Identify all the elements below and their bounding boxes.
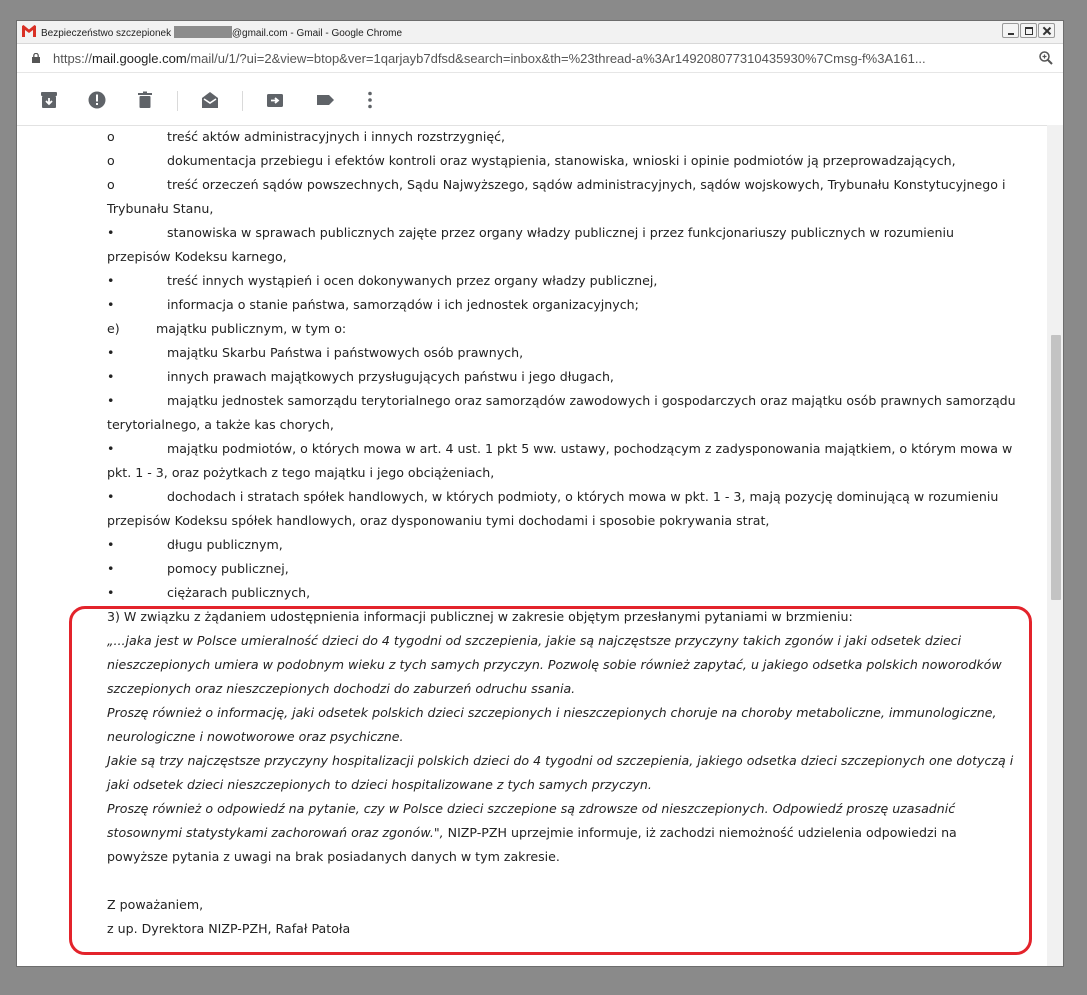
message-line: [107, 921, 350, 936]
move-to-button[interactable]: [265, 90, 285, 110]
list-marker: •: [107, 369, 115, 384]
message-body: [17, 125, 1047, 966]
line-text: pomocy publicznej,: [167, 561, 289, 576]
message-line: [107, 417, 334, 432]
line-text: majątku Skarbu Państwa i państwowych osób prawnych,: [167, 345, 524, 360]
list-marker: •: [107, 537, 115, 552]
delete-button[interactable]: [135, 90, 155, 110]
list-marker: •: [107, 393, 115, 408]
toolbar-separator: [242, 91, 243, 111]
message-line: [107, 153, 956, 168]
line-text: informacja o stanie państwa, samorządów i ich jednostek organizacyjnych;: [167, 297, 639, 312]
list-marker: o: [107, 129, 115, 144]
message-line: [107, 633, 961, 648]
report-spam-icon: [87, 90, 107, 110]
line-text: treść innych wystąpień i ocen dokonywanych przez organy władzy publicznej,: [167, 273, 658, 288]
title-bar: [17, 21, 1063, 44]
url-path: /mail/u/1/?ui=2&view=btop&ver=1qarjayb7dfsd&search=inbox&th=%23thread-a%3Ar1492080773104359​30%7Cmsg-f%3A161...: [186, 51, 926, 66]
line-text: przepisów Kodeksu spółek handlowych, oraz dysponowaniu tymi dochodami i sposobie pokrywania strat,: [107, 513, 770, 528]
line-text: 3) W związku z żądaniem udostępnienia informacji publicznej w zakresie objętym przesłanymi pytaniami w brzmieniu:: [107, 609, 853, 624]
line-text: NIZP-PZH uprzejmie informuje, iż zachodzi niemożność udzielenia odpowiedzi na: [443, 825, 957, 840]
message-line: [107, 753, 1013, 768]
message-line: [107, 177, 1005, 192]
message-line: [107, 273, 657, 288]
line-text: innych prawach majątkowych przysługujących państwu i jego długach,: [167, 369, 614, 384]
line-text: Z poważaniem,: [107, 897, 204, 912]
message-line: [107, 657, 1002, 672]
message-line: [107, 249, 287, 264]
url-scheme: https://: [53, 51, 93, 66]
message-line: [107, 321, 346, 336]
title-prefix: Bezpieczeństwo szczepionek: [41, 28, 172, 39]
line-text: dokumentacja przebiegu i efektów kontroli oraz wystąpienia, stanowiska, wnioski i opinie podmiotów ją przeprowadzających,: [167, 153, 956, 168]
quoted-question-text: szczepionych oraz nieszczepionych dochodzi do zaburzeń odruchu ssania.: [107, 681, 576, 696]
minimize-button[interactable]: [1002, 23, 1019, 38]
trash-icon: [135, 90, 155, 110]
message-line: [107, 465, 494, 480]
line-text: Trybunału Stanu,: [107, 201, 214, 216]
label-icon: [315, 90, 335, 110]
message-line: [107, 129, 505, 144]
message-line: [107, 705, 997, 720]
scrollbar-thumb[interactable]: [1051, 335, 1061, 600]
title-suffix: @gmail.com - Gmail - Google Chrome: [231, 28, 403, 39]
zoom-icon[interactable]: [1038, 50, 1054, 66]
list-marker: •: [107, 297, 115, 312]
list-marker: o: [107, 153, 115, 168]
message-line: [107, 489, 998, 504]
gmail-icon: [22, 25, 36, 37]
redacted-email: [174, 26, 232, 38]
url-text[interactable]: [53, 51, 926, 66]
line-text: majątku podmiotów, o których mowa w art. 4 ust. 1 pkt 5 ww. ustawy, pochodzącym z zadysponowania majątkiem, o którym mowa w: [167, 441, 1013, 456]
more-vert-icon: [360, 90, 380, 110]
line-text: stanowiska w sprawach publicznych zajęte przez organy władzy publicznej i przez funkcjonariuszy publicznych w rozumieniu: [167, 225, 954, 240]
label-button[interactable]: [315, 90, 335, 110]
message-line: [107, 561, 289, 576]
line-text: majątku jednostek samorządu terytorialnego oraz samorządów zawodowych i gospodarczych oraz majątku osób prawnych samorządu: [167, 393, 1016, 408]
message-line: [107, 801, 955, 816]
quoted-question-text: jaki odsetek dzieci nieszczepionych to dzieci hospitalizowane z tych samych przyczyn.: [107, 777, 652, 792]
report-spam-button[interactable]: [87, 90, 107, 110]
quoted-question-text: „...jaka jest w Polsce umieralność dzieci do 4 tygodni od szczepienia, jakie są najczęstsze przyczyny takich zgonów i jaki odsetek dzieci: [107, 633, 962, 648]
mark-unread-icon: [200, 90, 220, 110]
toolbar-separator: [177, 91, 178, 111]
message-line: [107, 777, 652, 792]
quoted-question-text: stosownymi statystykami zachorowań oraz zgonów.",: [107, 825, 444, 840]
window-controls: [1002, 23, 1055, 38]
list-marker: •: [107, 273, 115, 288]
list-marker: •: [107, 225, 115, 240]
quoted-question-text: Jakie są trzy najczęstsze przyczyny hospitalizacji polskich dzieci do 4 tygodni od szczepienia, jakiego odsetka dzieci szczepionych one dotyczą i: [107, 753, 1014, 768]
message-line: [107, 345, 523, 360]
address-bar[interactable]: [17, 44, 1063, 73]
list-marker: e): [107, 321, 120, 336]
line-text: treść orzeczeń sądów powszechnych, Sądu Najwyższego, sądów administracyjnych, sądów wojskowych, Trybunału Konstytucyjnego i: [167, 177, 1006, 192]
list-marker: •: [107, 585, 115, 600]
message-line: [107, 393, 1016, 408]
list-marker: •: [107, 561, 115, 576]
archive-icon: [39, 90, 59, 110]
message-line: [107, 897, 203, 912]
line-text: powyższe pytania z uwagi na brak posiadanych danych w tym zakresie.: [107, 849, 560, 864]
message-line: [107, 297, 639, 312]
line-text: długu publicznym,: [167, 537, 283, 552]
message-line: [107, 513, 769, 528]
quoted-question-text: nieszczepionych umiera w podobnym wieku z tych samych przyczyn. Pozwolę sobie również zapytać, u jakiego odsetka polskich noworodków: [107, 657, 1002, 672]
line-text: dochodach i stratach spółek handlowych, w których podmioty, o których mowa w pkt. 1 - 3, mają pozycję dominującą w rozumieniu: [167, 489, 999, 504]
message-line: [107, 537, 283, 552]
list-marker: •: [107, 345, 115, 360]
move-to-icon: [265, 90, 285, 110]
line-text: majątku publicznym, w tym o:: [156, 321, 347, 336]
message-line: [107, 681, 575, 696]
quoted-question-text: neurologiczne i nowotworowe oraz psychiczne.: [107, 729, 404, 744]
mark-unread-button[interactable]: [200, 90, 220, 110]
close-button[interactable]: [1038, 23, 1055, 38]
message-line: [107, 729, 404, 744]
maximize-button[interactable]: [1020, 23, 1037, 38]
window-title: [41, 26, 402, 39]
message-line: [107, 441, 1012, 456]
url-host: mail.google.com: [92, 51, 187, 66]
line-text: pkt. 1 - 3, oraz pożytkach z tego majątku i jego obciążeniach,: [107, 465, 495, 480]
more-options-button[interactable]: [360, 90, 380, 110]
quoted-question-text: Proszę również o informację, jaki odsetek polskich dzieci szczepionych i nieszczepionych choruje na choroby metaboliczne, immunologiczne,: [107, 705, 997, 720]
message-line: [107, 369, 614, 384]
message-line: [107, 825, 957, 840]
message-line: [107, 585, 310, 600]
list-marker: •: [107, 489, 115, 504]
archive-button[interactable]: [39, 90, 59, 110]
scrollbar[interactable]: [1047, 125, 1063, 966]
list-marker: o: [107, 177, 115, 192]
line-text: ciężarach publicznych,: [167, 585, 311, 600]
message-line: [107, 849, 560, 864]
message-line: [107, 201, 213, 216]
quoted-question-text: Proszę również o odpowiedź na pytanie, czy w Polsce dzieci szczepione są zdrowsze od nieszczepionych. Odpowiedź proszę uzasadnić: [107, 801, 956, 816]
browser-window: [17, 21, 1063, 966]
line-text: treść aktów administracyjnych i innych rozstrzygnięć,: [167, 129, 506, 144]
list-marker: •: [107, 441, 115, 456]
line-text: terytorialnego, a także kas chorych,: [107, 417, 334, 432]
line-text: przepisów Kodeksu karnego,: [107, 249, 287, 264]
line-text: z up. Dyrektora NIZP-PZH, Rafał Patoła: [107, 921, 351, 936]
mail-toolbar: [17, 73, 1063, 126]
message-line: [107, 609, 853, 624]
message-line: [107, 225, 954, 240]
lock-icon: [32, 53, 40, 63]
